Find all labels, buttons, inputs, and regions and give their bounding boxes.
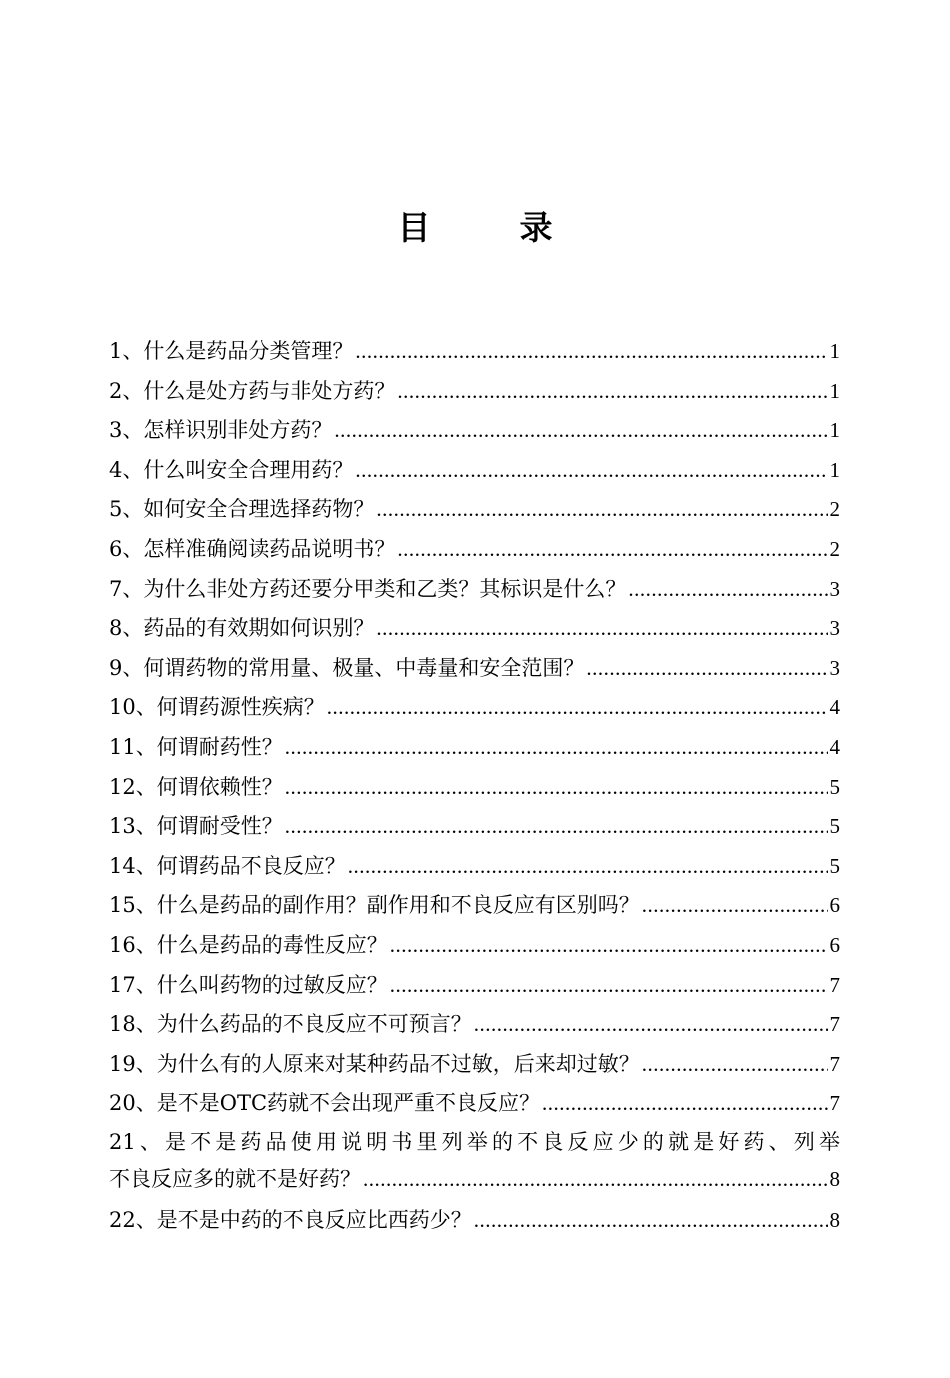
toc-leader-dots	[642, 1045, 828, 1085]
toc-entry-continuation	[109, 1161, 840, 1201]
toc-leader-dots	[348, 847, 828, 887]
toc-page-number: 4	[829, 734, 840, 759]
toc-leader-dots	[397, 372, 827, 412]
toc-page-number: 3	[829, 616, 840, 641]
toc-entry	[109, 688, 840, 728]
toc-leader-dots	[397, 530, 827, 570]
toc-leader-dots	[376, 609, 827, 649]
toc-entry-text: 21、是不是药品使用说明书里列举的不良反应少的就是好药、列举	[109, 1129, 840, 1154]
toc-leader-dots	[390, 966, 828, 1006]
toc-entry	[109, 1084, 840, 1124]
toc-entry-text: 11、何谓耐药性？	[109, 734, 283, 759]
toc-leader-dots	[363, 1161, 828, 1198]
toc-leader-dots	[390, 926, 828, 966]
toc-entry	[109, 1005, 840, 1045]
toc-leader-dots	[285, 728, 828, 768]
toc-entry	[109, 886, 840, 926]
toc-entry	[109, 451, 840, 491]
toc-page-number: 5	[829, 774, 840, 799]
toc-page-number: 4	[829, 695, 840, 720]
toc-leader-dots	[474, 1201, 828, 1241]
toc-page-number: 1	[829, 418, 840, 443]
toc-entry-text: 16、什么是药品的毒性反应？	[109, 932, 388, 957]
toc-page-number: 7	[829, 1091, 840, 1116]
toc-entry-text: 5、如何安全合理选择药物？	[109, 497, 375, 522]
toc-leader-dots	[628, 570, 827, 610]
toc-entry	[109, 649, 840, 689]
toc-entry	[109, 847, 840, 887]
toc-entry	[109, 609, 840, 649]
toc-entry-text: 14、何谓药品不良反应？	[109, 853, 346, 878]
toc-entry-text: 15、什么是药品的副作用？副作用和不良反应有区别吗？	[109, 893, 640, 918]
table-of-contents	[109, 332, 840, 1240]
toc-entry-text: 7、为什么非处方药还要分甲类和乙类？其标识是什么？	[109, 576, 627, 601]
toc-entry	[109, 1201, 840, 1241]
toc-entry	[109, 1124, 840, 1201]
toc-page-number: 2	[829, 497, 840, 522]
toc-entry-text: 20、是不是OTC药就不会出现严重不良反应？	[109, 1091, 541, 1116]
toc-entry	[109, 372, 840, 412]
toc-page-number: 1	[829, 457, 840, 482]
toc-page-number: 5	[829, 853, 840, 878]
toc-entry	[109, 411, 840, 451]
toc-page-number: 5	[829, 814, 840, 839]
toc-entry	[109, 926, 840, 966]
toc-entry	[109, 530, 840, 570]
toc-entry	[109, 490, 840, 530]
toc-page-number: 6	[829, 932, 840, 957]
toc-page-number: 6	[829, 893, 840, 918]
toc-entry	[109, 728, 840, 768]
toc-page-number: 7	[829, 972, 840, 997]
toc-entry-text: 6、怎样准确阅读药品说明书？	[109, 536, 396, 561]
toc-leader-dots	[327, 688, 828, 728]
toc-entry-text: 1、什么是药品分类管理？	[109, 339, 354, 363]
toc-leader-dots	[355, 332, 827, 372]
toc-leader-dots	[586, 649, 827, 689]
toc-entry	[109, 1045, 840, 1085]
toc-entry-text: 9、何谓药物的常用量、极量、中毒量和安全范围？	[109, 655, 585, 680]
toc-entry	[109, 570, 840, 610]
toc-leader-dots	[542, 1084, 827, 1124]
toc-page-number: 8	[829, 1166, 840, 1191]
toc-title: 目 录	[397, 208, 581, 247]
toc-entry-text: 12、何谓依赖性？	[109, 774, 283, 799]
toc-entry-text: 22、是不是中药的不良反应比西药少？	[109, 1207, 472, 1232]
toc-leader-dots	[355, 451, 827, 491]
toc-entry	[109, 768, 840, 808]
toc-entry	[109, 807, 840, 847]
toc-entry-text: 8、药品的有效期如何识别？	[109, 616, 375, 641]
toc-entry-text: 19、为什么有的人原来对某种药品不过敏，后来却过敏？	[109, 1051, 640, 1076]
toc-leader-dots	[285, 807, 828, 847]
toc-leader-dots	[376, 490, 827, 530]
toc-entry-text: 2、什么是处方药与非处方药？	[109, 378, 396, 403]
toc-leader-dots	[474, 1005, 828, 1045]
toc-page-number: 3	[829, 655, 840, 680]
toc-leader-dots	[334, 411, 827, 451]
toc-page-number: 1	[829, 339, 840, 363]
toc-page-number: 2	[829, 536, 840, 561]
toc-page-number: 8	[829, 1207, 840, 1232]
toc-entry-text: 18、为什么药品的不良反应不可预言？	[109, 1012, 472, 1037]
toc-page-number: 7	[829, 1051, 840, 1076]
toc-entry	[109, 966, 840, 1006]
toc-entry-text: 3、怎样识别非处方药？	[109, 418, 333, 443]
toc-page-number: 3	[829, 576, 840, 601]
toc-entry-text: 4、什么叫安全合理用药？	[109, 457, 354, 482]
toc-page-number: 1	[829, 378, 840, 403]
toc-leader-dots	[285, 768, 828, 808]
toc-entry-text: 17、什么叫药物的过敏反应？	[109, 972, 388, 997]
toc-entry-text: 不良反应多的就不是好药？	[109, 1166, 361, 1191]
toc-page-number: 7	[829, 1012, 840, 1037]
toc-entry	[109, 332, 840, 372]
toc-entry-text: 10、何谓药源性疾病？	[109, 695, 325, 720]
toc-entry-text: 13、何谓耐受性？	[109, 814, 283, 839]
toc-leader-dots	[642, 886, 828, 926]
